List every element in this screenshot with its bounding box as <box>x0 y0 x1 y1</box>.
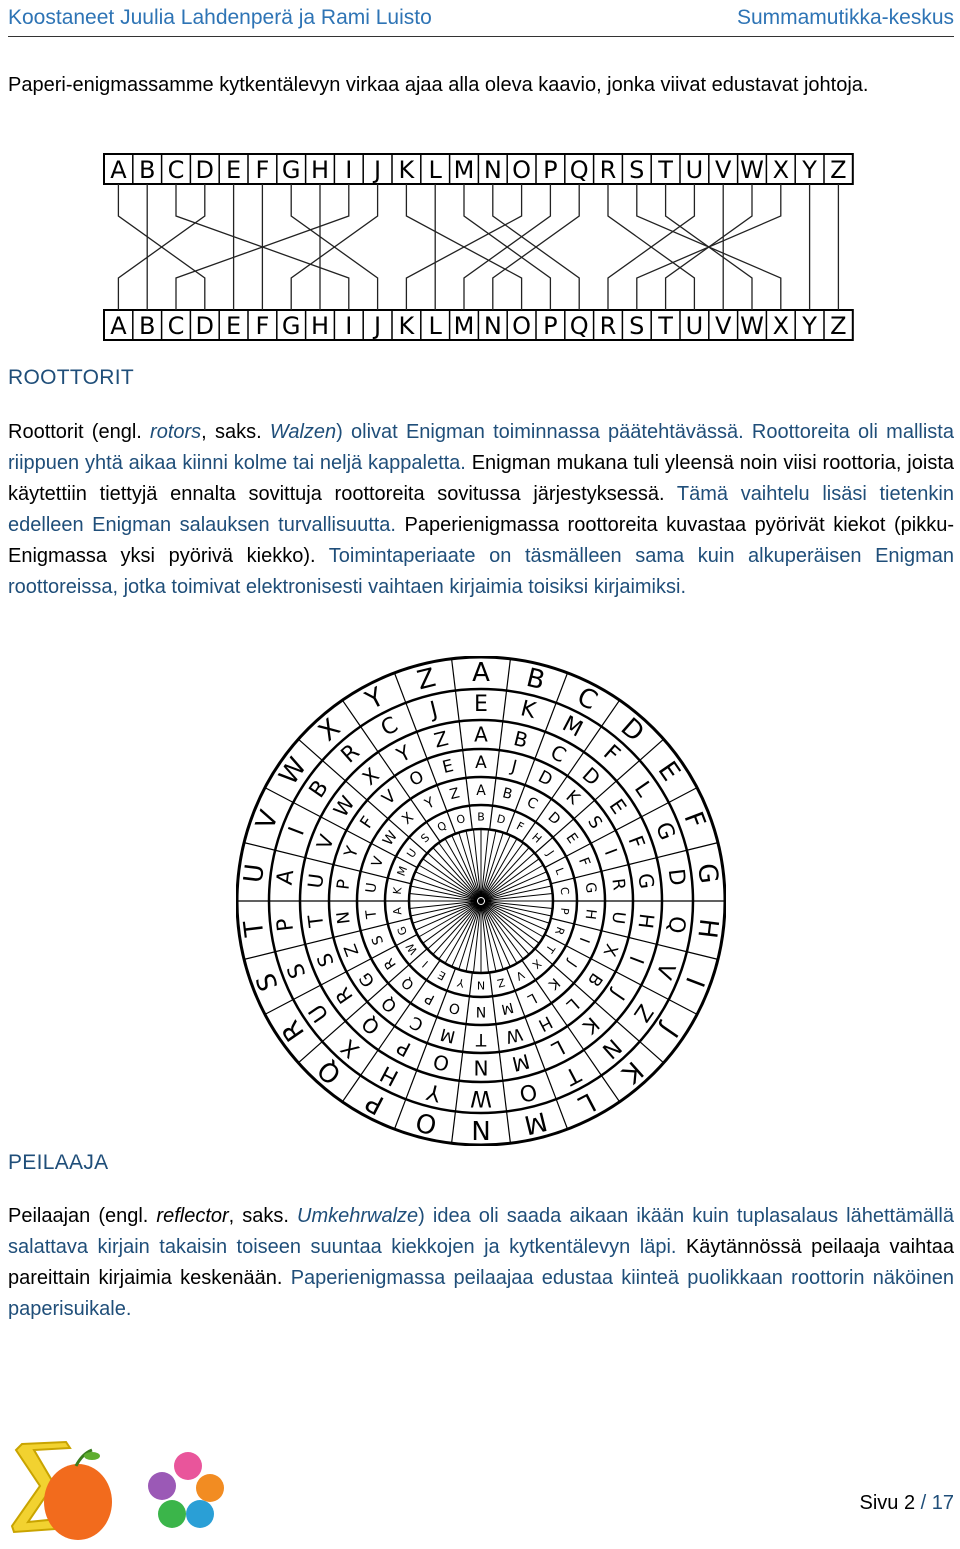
rotor-letter: K <box>578 1012 605 1039</box>
rotor-letter: C <box>571 681 602 717</box>
rotor-letter: V <box>378 786 401 810</box>
rotor-letter: U <box>607 910 629 926</box>
plug-bottom-letter: I <box>345 312 353 340</box>
rotor-letter: M <box>394 864 411 878</box>
plug-top-letter: L <box>428 156 442 184</box>
rotor-letter: Y <box>424 1078 444 1106</box>
rotor-letter: W <box>470 1085 492 1110</box>
rotor-letter: D <box>577 762 606 791</box>
plug-bottom-letter: S <box>629 312 645 340</box>
rotor-letter: L <box>547 1035 569 1062</box>
rotor-letter: T <box>542 942 558 956</box>
rotor-letter: I <box>575 935 593 945</box>
plug-top-letter: A <box>110 156 127 184</box>
rotor-letter: S <box>418 830 433 846</box>
plug-top-letter: N <box>483 156 502 184</box>
plug-top-letter: Z <box>830 156 847 184</box>
header-authors: Koostaneet Juulia Lahdenperä ja Rami Luisto <box>8 6 432 29</box>
rotor-letter: R <box>607 877 629 892</box>
plug-wire <box>291 184 377 310</box>
rotor-letter: U <box>238 862 271 885</box>
rotor-letter: Z <box>448 785 462 804</box>
plug-bottom-letter: N <box>483 312 502 340</box>
rotor-letter: J <box>654 1018 684 1043</box>
rotor-letter: U <box>302 872 329 890</box>
rotor-letter: Y <box>361 682 390 717</box>
rotor-letter: M <box>521 1105 551 1140</box>
rotor-letter: P <box>422 989 438 1008</box>
rotor-letter: I <box>678 972 710 991</box>
plug-top-letter: G <box>281 156 301 184</box>
rotor-letter: Q <box>312 1053 348 1090</box>
rotor-letter: C <box>377 712 403 742</box>
rotor-letter: G <box>394 924 411 938</box>
plug-top-letter: C <box>167 156 185 184</box>
rotor-letter: V <box>368 854 388 870</box>
plug-bottom-letter: A <box>110 312 127 340</box>
rotor-letter: N <box>475 1003 487 1019</box>
rotor-letter: R <box>330 983 358 1009</box>
rotor-letter: K <box>561 786 584 809</box>
rotor-letter: Y <box>456 975 466 990</box>
intro-paragraph: Paperi-enigmassamme kytkentälevyn virkaa ajaa alla oleva kaavio, jonka viivat edustavat johtoja. <box>8 74 869 96</box>
rotor-letter: D <box>544 809 564 829</box>
plug-bottom-letter: B <box>138 312 156 340</box>
plug-top-letter: F <box>255 156 270 184</box>
plug-top-letter: I <box>345 156 353 184</box>
rotor-letter: P <box>272 916 300 933</box>
header-organization: Summamutikka-keskus <box>736 6 954 29</box>
rotor-letter: K <box>615 1054 649 1089</box>
rotor-letter: G <box>355 968 380 991</box>
rotor-letter: A <box>272 868 300 887</box>
plug-top-letter: H <box>310 156 330 184</box>
rotor-letter: O <box>455 812 467 827</box>
rotor-letter: Q <box>435 818 449 835</box>
rotor-letter: I <box>284 823 311 839</box>
rotor-letter: B <box>583 968 607 990</box>
rotor-letter: H <box>633 912 660 930</box>
rotor-letter: W <box>273 752 314 791</box>
plug-bottom-letter: F <box>255 312 270 340</box>
plug-bottom-letter: J <box>374 312 382 340</box>
rotor-letter: P <box>392 1035 415 1062</box>
rotor-letter: E <box>435 968 449 983</box>
rotor-letter: T <box>475 1029 487 1049</box>
rotor-letter: E <box>562 830 581 847</box>
plug-bottom-letter: Y <box>802 312 817 340</box>
rotor-letter: J <box>563 957 580 970</box>
rotor-letter: D <box>495 812 507 827</box>
plug-bottom-letter: K <box>398 312 415 340</box>
rotor-letter: G <box>650 818 680 844</box>
plug-bottom-letter: D <box>195 312 215 340</box>
rotor-letter: P <box>557 907 572 916</box>
plug-top-letter: U <box>685 156 704 184</box>
plug-wire <box>637 184 781 310</box>
rotor-letter: Z <box>431 726 451 753</box>
rotor-letter: B <box>523 662 548 697</box>
rotor-letter: X <box>598 940 622 959</box>
plug-wire <box>118 184 204 310</box>
rotor-letter: S <box>369 933 388 947</box>
plug-bottom-letter: Z <box>830 312 847 340</box>
rotor-letter: L <box>524 989 540 1008</box>
rotor-letter: X <box>399 809 417 828</box>
plug-bottom-letter: G <box>281 312 301 340</box>
rotor-letter: Q <box>377 992 402 1017</box>
rotor-letter: I <box>624 953 649 968</box>
rotor-letter: F <box>677 807 711 833</box>
rotor-letter: N <box>596 1033 626 1063</box>
rotor-letter: T <box>560 1060 585 1090</box>
rotor-letter: M <box>438 1023 458 1047</box>
rotor-letter: R <box>275 1014 311 1047</box>
rotor-letter: J <box>509 756 519 778</box>
rotor-letter: L <box>573 1086 601 1120</box>
plug-bottom-letter: R <box>599 312 617 340</box>
rotor-letter: S <box>250 968 285 995</box>
rotor-letter: Y <box>392 740 415 768</box>
rotor-letter: A <box>474 722 488 747</box>
rotor-letter: O <box>406 766 428 791</box>
plug-top-letter: V <box>714 156 732 184</box>
rotor-letter: D <box>534 766 556 791</box>
plug-top-letter: R <box>599 156 617 184</box>
plug-wire <box>464 184 550 310</box>
rotor-letter: M <box>499 998 516 1018</box>
rotor-letter: O <box>447 998 462 1017</box>
rotor-letter: H <box>529 830 545 846</box>
plug-top-letter: P <box>543 156 558 184</box>
page-number: Sivu 2 / 17 <box>859 1492 954 1514</box>
rotor-letter: Y <box>340 843 364 861</box>
rotor-letter: Z <box>340 940 364 959</box>
rotor-letter: P <box>361 1085 389 1120</box>
plug-bottom-letter: L <box>428 312 442 340</box>
rotor-letter: Z <box>628 999 658 1026</box>
rotor-letter: C <box>406 1011 427 1035</box>
summamutikka-logo <box>4 1436 244 1548</box>
rotor-letter: W <box>379 828 401 849</box>
rotor-letter: E <box>604 794 632 819</box>
rotor-letter: T <box>238 918 271 939</box>
reflector-paragraph: Peilaajan (engl. reflector, saks. Umkehrwalze) idea oli saada aikaan ikään kuin tuplasalaus lähettämällä salattava kirjain takaisin toiseen suuntaa kiekkojen ja kytkentälevyn läpi. Käytännössä peilaaja vaihtaa pareittain kirjaimia keskenään. Paperienigmassa peilaajaa edustaa kiinteä puolikkaan roottorin näköinen paperisuikale. <box>8 1205 954 1320</box>
rotor-letter: R <box>381 954 400 973</box>
rotor-letter: O <box>412 1105 440 1140</box>
rotor-letter: F <box>574 855 593 869</box>
rotor-letter: L <box>562 993 583 1015</box>
rotor-letter: M <box>509 1048 533 1077</box>
apple-icon <box>44 1464 112 1540</box>
rotor-wheel-diagram <box>236 656 726 1146</box>
rotor-letter: N <box>333 910 355 926</box>
rotor-letter: O <box>516 1077 540 1107</box>
rotor-letter: Y <box>422 794 438 813</box>
rotor-letter: B <box>500 785 514 804</box>
rotor-letter: H <box>376 1060 403 1090</box>
rotor-letter: J <box>427 697 441 724</box>
plug-bottom-letter: U <box>685 312 704 340</box>
rotor-letter: A <box>472 658 490 688</box>
rotor-letter: C <box>524 794 541 813</box>
rotor-letter: G <box>691 861 724 886</box>
rotor-letter: H <box>534 1011 556 1036</box>
plug-top-letter: X <box>772 156 790 184</box>
plug-bottom-letter: H <box>310 312 330 340</box>
rotor-letter: B <box>304 776 334 803</box>
rotor-letter: C <box>557 886 572 896</box>
rotor-letter: A <box>476 783 486 799</box>
rotor-letter: E <box>440 756 456 779</box>
rotor-letter: X <box>336 1033 365 1063</box>
rotor-letter: X <box>529 956 544 972</box>
plug-bottom-letter: V <box>714 312 732 340</box>
plug-top-letter: Q <box>569 156 589 184</box>
rotor-letter: U <box>363 881 381 894</box>
rotor-letter: T <box>363 909 381 920</box>
rotor-letter: H <box>581 908 599 921</box>
plug-top-letter: D <box>195 156 215 184</box>
rotor-letter: N <box>473 1055 489 1080</box>
rotor-letter: Z <box>414 662 439 697</box>
plug-top-letter: M <box>453 156 475 184</box>
plug-bottom-letter: X <box>772 312 790 340</box>
rotors-paragraph: Roottorit (engl. rotors, saks. Walzen) olivat Enigman toiminnassa päätehtävässä. Roottoreita oli mallista riippuen yhtä aikaa kiinni kolme tai neljä kappaletta. Enigman mukana tuli yleensä noin viisi roottoria, joista käytettiin tiettyjä ennalta sovittuja roottoreita sovitussa järjestyksessä. Tämä vaihtelu lisäsi tietenkin edelleen Enigman salauksen turvallisuutta. Paperienigmassa roottoreita kuvastaa pyörivät kiekot (pikku-Enigmassa yksi pyörivä kiekko). Toimintaperiaate on täsmälleen sama kuin alkuperäisen Enigman roottoreissa, jotka toimivat elektronisesti vaihtaen kirjaimia toisiksi kirjaimiksi. <box>8 421 954 598</box>
rotor-letter: J <box>543 848 557 859</box>
plug-top-letter: B <box>138 156 156 184</box>
plug-bottom-letter: T <box>658 312 673 340</box>
rotor-letter: V <box>250 806 285 834</box>
plug-top-letter: O <box>512 156 532 184</box>
rotor-letter: S <box>311 949 339 971</box>
rotor-letter: F <box>514 819 526 834</box>
rotor-letter: N <box>476 978 486 992</box>
page-header <box>8 0 954 37</box>
rotor-letter: Z <box>495 975 507 990</box>
rotor-letter: R <box>336 739 365 769</box>
flower-icon <box>174 1452 202 1480</box>
rotor-letter: D <box>662 867 690 888</box>
rotor-letter: W <box>403 940 421 957</box>
rotor-letter: L <box>552 866 567 877</box>
rotor-letter: N <box>471 1114 491 1144</box>
plug-bottom-letter: W <box>740 312 764 340</box>
rotor-letter: S <box>283 959 312 982</box>
rotor-letter: B <box>477 810 485 824</box>
rotor-letter: X <box>357 762 384 790</box>
plug-bottom-letter: C <box>167 312 185 340</box>
plug-bottom-letter: O <box>512 312 532 340</box>
rotor-letter: C <box>546 739 571 768</box>
rotor-letter: M <box>558 711 587 743</box>
rotor-letter: F <box>598 740 625 768</box>
rotor-letter: E <box>474 692 488 717</box>
rotor-letter: R <box>552 924 567 937</box>
plug-wire <box>493 184 579 310</box>
rotor-letter: D <box>614 712 650 749</box>
plug-bottom-letter: Q <box>569 312 589 340</box>
rotor-letter: L <box>628 777 657 802</box>
rotor-letter: V <box>513 967 527 983</box>
rotor-letter: G <box>581 881 599 895</box>
reflector-heading: PEILAAJA <box>8 1151 109 1174</box>
rotor-letter: I <box>419 957 431 970</box>
rotor-letter: G <box>633 871 660 891</box>
rotor-letter: U <box>304 998 335 1027</box>
plug-top-letter: S <box>629 156 645 184</box>
rotors-heading: ROOTTORIT <box>8 366 134 389</box>
rotor-letter: I <box>599 846 621 858</box>
plug-bottom-letter: E <box>226 312 242 340</box>
rotor-letter: K <box>518 696 539 725</box>
rotor-letter: H <box>691 916 724 941</box>
rotor-letter: A <box>475 753 487 773</box>
rotor-letter: W <box>328 791 360 822</box>
rotor-letter: F <box>623 832 650 852</box>
rotor-letter: Q <box>662 914 690 935</box>
rotor-letter: F <box>356 812 379 833</box>
rotor-letter: S <box>583 812 606 833</box>
rotor-letter: B <box>511 726 531 753</box>
plug-bottom-letter: M <box>453 312 475 340</box>
plugboard-diagram <box>100 152 860 342</box>
plug-wire <box>608 184 694 310</box>
rotor-letter: P <box>333 878 355 891</box>
rotor-letter: V <box>311 831 339 853</box>
rotor-letter: U <box>404 846 420 861</box>
rotor-letter: K <box>390 886 405 896</box>
plug-top-letter: W <box>740 156 764 184</box>
plug-top-letter: E <box>226 156 242 184</box>
rotor-letter: T <box>303 913 329 929</box>
plug-top-letter: K <box>398 156 415 184</box>
rotor-letter: J <box>606 986 630 1005</box>
rotor-letter: V <box>650 959 680 983</box>
rotor-letter: K <box>545 974 563 993</box>
rotor-letter: Q <box>398 973 418 993</box>
plug-top-letter: Y <box>802 156 817 184</box>
rotor-letter: E <box>651 756 686 787</box>
plug-top-letter: J <box>374 156 382 184</box>
rotor-letter: A <box>390 906 405 916</box>
rotor-letter: W <box>503 1023 525 1047</box>
rotor-letter: Q <box>356 1011 385 1040</box>
rotor-letter: X <box>313 713 347 748</box>
rotor-letter: O <box>430 1049 452 1077</box>
plug-top-letter: T <box>658 156 673 184</box>
plug-bottom-letter: P <box>543 312 558 340</box>
